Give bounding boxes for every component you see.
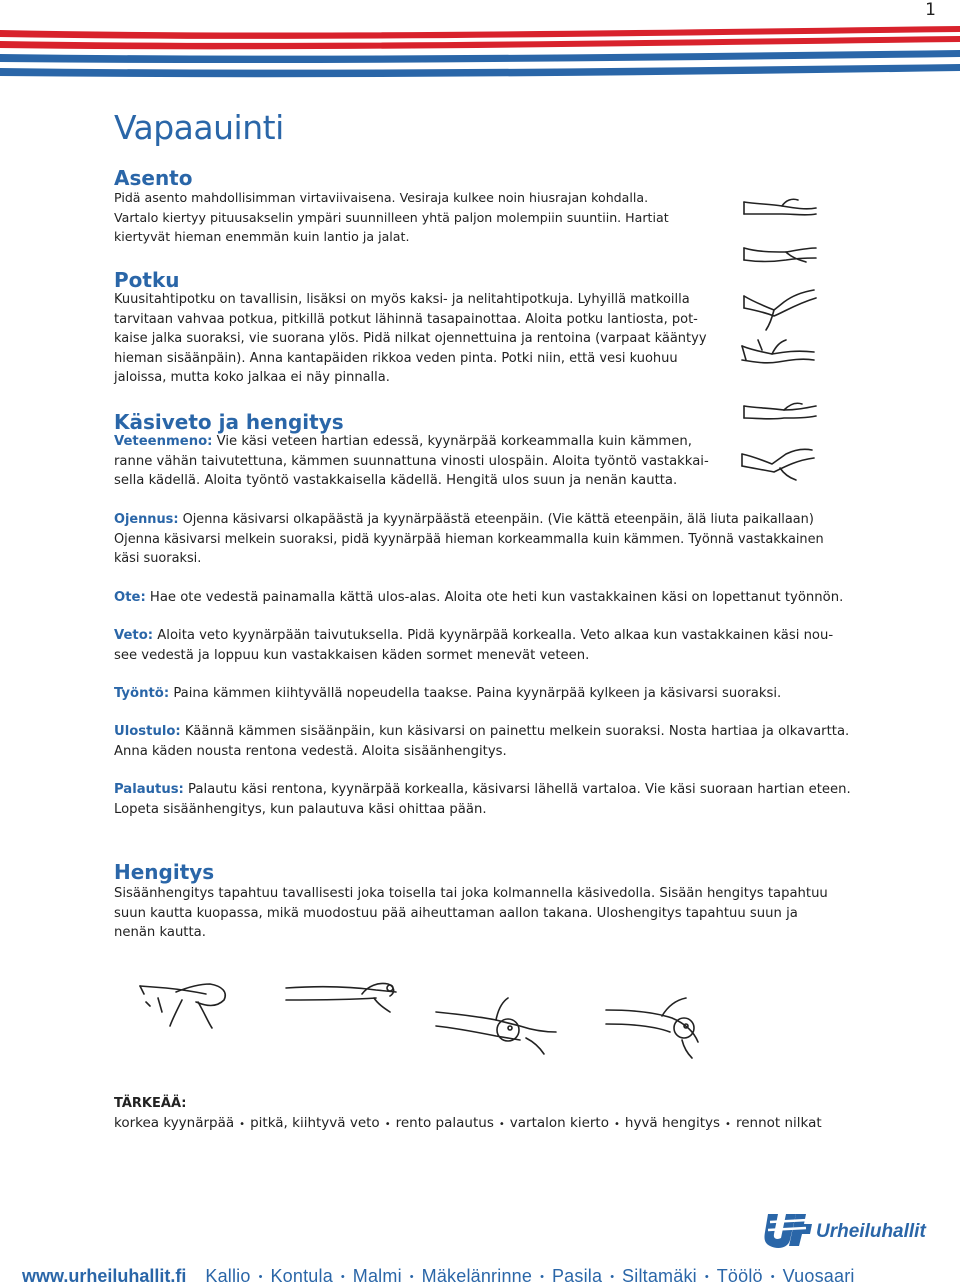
- bullet-separator: •: [610, 1271, 615, 1283]
- swimmer-figure: [742, 340, 814, 363]
- swimmer-figure: [140, 984, 225, 1028]
- text-line: Lopeta sisäänhengitys, kun palautuva käsi ohittaa pään.: [114, 801, 487, 817]
- text-line: [114, 780, 851, 800]
- page-title: Vapaauinti: [114, 108, 284, 147]
- stroke-step-palautus: [114, 780, 851, 819]
- page-number: 1: [925, 0, 936, 20]
- bullet-separator: •: [498, 1119, 505, 1130]
- important-point: pitkä, kiihtyvä veto: [250, 1115, 380, 1131]
- text-line: kiertyvät hieman enemmän kuin lantio ja jalat.: [114, 229, 410, 245]
- swimmer-figure: [744, 403, 816, 419]
- step-text: Aloita veto kyynärpään taivutuksella. Pidä kyynärpää korkealla. Veto alkaa kun vastakkainen käsi nou-: [153, 628, 834, 643]
- text-line: Vartalo kiertyy pituusakselin ympäri suunnilleen yhtä paljon molempiin suuntiin. Hartiat: [114, 209, 669, 225]
- bullet-separator: •: [384, 1119, 391, 1130]
- footer-location: Pasila: [551, 1266, 603, 1286]
- important-label: TÄRKEÄÄ:: [114, 1096, 187, 1111]
- step-label: Ulostulo:: [114, 724, 181, 739]
- footer-location: Kontula: [270, 1266, 333, 1286]
- uh-logo-mark-icon: [764, 1208, 814, 1250]
- stroke-step-ote: [114, 588, 843, 608]
- stroke-step-ojennus: [114, 510, 824, 569]
- stroke-step-veto: [114, 626, 833, 665]
- header-stripes: [0, 24, 960, 84]
- footer: [22, 1266, 855, 1287]
- stroke-step-veteenmeno: [114, 432, 709, 491]
- important-point: rennot nilkat: [735, 1115, 822, 1131]
- text-line: [114, 510, 824, 530]
- section-heading-asento: Asento: [114, 166, 193, 190]
- bullet-separator: •: [725, 1119, 731, 1130]
- text-line: sella kädellä. Aloita työntö vastakkaisella kädellä. Hengitä ulos suun ja nenän kautta.: [114, 473, 678, 489]
- important-point: rento palautus: [395, 1115, 494, 1131]
- text-line: Pidä asento mahdollisimman virtaviivaisena. Vesiraja kulkee noin hiusrajan kohdalla.: [114, 190, 649, 205]
- step-text: Palautu käsi rentona, kyynärpää korkealla, käsivarsi lähellä vartaloa. Vie käsi suoraan hartian eteen.: [183, 782, 851, 797]
- swimmer-figure: [744, 290, 816, 330]
- step-text: Hae ote vedestä painamalla kättä ulos-alas. Aloita ote heti kun vastakkainen käsi on lopettanut työnnön.: [145, 590, 844, 605]
- stroke-step-ulostulo: [114, 722, 849, 761]
- swimmer-figure: [744, 199, 816, 215]
- section-text-potku: [114, 290, 707, 388]
- urheiluhallit-logo: [764, 1208, 940, 1250]
- swimmer-figure: [744, 248, 816, 262]
- logo-name: Urheiluhallit: [816, 1221, 926, 1242]
- text-line: Ojenna käsivarsi melkein suoraksi, pidä kyynärpää hieman korkeammalla kuin kämmen. Työnnä vastakkainen: [114, 531, 824, 547]
- swimmer-figure: [436, 998, 556, 1054]
- text-line: [114, 684, 781, 704]
- important-point: korkea kyynärpää: [114, 1115, 235, 1131]
- section-text-hengitys: [114, 884, 828, 943]
- text-line: [114, 722, 849, 742]
- stroke-step-tyonto: [114, 684, 781, 704]
- step-label: Palautus:: [114, 782, 184, 797]
- footer-location: Kallio: [205, 1266, 251, 1286]
- footer-location: Vuosaari: [782, 1266, 855, 1286]
- footer-location: Siltamäki: [622, 1266, 697, 1286]
- important-point: hyvä hengitys: [624, 1115, 721, 1131]
- swimmer-figure: [606, 998, 698, 1058]
- text-line: [114, 432, 709, 452]
- bullet-separator: •: [770, 1271, 775, 1283]
- section-heading-kasiveto: Käsiveto ja hengitys: [114, 410, 344, 434]
- breathing-sequence-illustration: [136, 972, 736, 1064]
- step-label: Ojennus:: [114, 512, 179, 527]
- step-label: Veto:: [114, 628, 154, 643]
- text-line: jaloissa, mutta koko jalkaa ei näy pinnalla.: [114, 370, 390, 386]
- text-line: kaise jalka suoraksi, vie suorana ylös. Pidä nilkat ojennettuina ja rentoina (varpaat kääntyy: [114, 331, 707, 347]
- footer-url-link[interactable]: www.urheiluhallit.fi: [22, 1266, 187, 1286]
- text-line: [114, 588, 843, 608]
- step-label: Veteenmeno:: [114, 434, 213, 449]
- footer-location: Mäkelänrinne: [421, 1266, 533, 1286]
- footer-location: Malmi: [352, 1266, 402, 1286]
- text-line: see vedestä ja loppuu kun vastakkaisen käden sormet menevät veteen.: [114, 647, 590, 663]
- header-stripe-blue-2: [0, 64, 960, 77]
- kick-sequence-illustration: [736, 190, 820, 490]
- step-text: Ojenna käsivarsi olkapäästä ja kyynärpäästä eteenpäin. (Vie kättä eteenpäin, älä liuta paikallaan): [178, 512, 814, 527]
- bullet-separator: •: [704, 1271, 709, 1283]
- section-heading-hengitys: Hengitys: [114, 860, 215, 884]
- text-line: Sisäänhengitys tapahtuu tavallisesti joka toisella tai joka kolmannella käsivedolla. Sisään hengitys tapahtuu: [114, 886, 828, 901]
- step-label: Ote:: [114, 590, 146, 605]
- text-line: Kuusitahtipotku on tavallisin, lisäksi on myös kaksi- ja nelitahtipotkuja. Lyhyillä matkoilla: [114, 292, 690, 307]
- bullet-separator: •: [340, 1271, 345, 1283]
- bullet-separator: •: [258, 1271, 263, 1283]
- bullet-separator: •: [409, 1271, 414, 1283]
- step-text: Käännä kämmen sisäänpäin, kun käsivarsi on painettu melkein suoraksi. Nosta hartiaa ja olkavartta.: [180, 724, 850, 739]
- text-line: nenän kautta.: [114, 925, 206, 941]
- footer-location: Töölö: [716, 1266, 763, 1286]
- bullet-separator: •: [613, 1119, 620, 1130]
- text-line: suun kautta kuopassa, mikä muodostuu pää aiheuttaman aallon takana. Uloshengitys tapahtuu suun ja: [114, 905, 798, 921]
- header-stripe-red-1: [0, 26, 960, 39]
- important-point: vartalon kierto: [509, 1115, 609, 1131]
- text-line: tarvitaan vahvaa potkua, pitkillä potkut lähinnä tasapainottaa. Aloita potku lantiosta, pot-: [114, 311, 698, 327]
- swimmer-figure: [742, 449, 814, 480]
- text-line: Anna käden nousta rentona vedestä. Aloita sisäänhengitys.: [114, 743, 507, 759]
- bullet-separator: •: [239, 1119, 246, 1130]
- bullet-separator: •: [540, 1271, 544, 1283]
- step-label: Työntö:: [114, 686, 170, 701]
- text-line: hieman sisäänpäin). Anna kantapäiden rikkoa veden pinta. Potki niin, että vesi kuohuu: [114, 350, 678, 366]
- section-text-asento: [114, 188, 669, 247]
- header-stripe-blue-1: [0, 50, 960, 63]
- step-text: Paina kämmen kiihtyvällä nopeudella taakse. Paina kyynärpää kylkeen ja käsivarsi suoraksi.: [169, 686, 782, 701]
- text-line: käsi suoraksi.: [114, 551, 202, 567]
- swimmer-figure: [286, 983, 396, 1012]
- step-text: Vie käsi veteen hartian edessä, kyynärpää korkeammalla kuin kämmen,: [212, 434, 692, 449]
- section-heading-potku: Potku: [114, 268, 180, 292]
- text-line: [114, 626, 833, 646]
- important-points-list: [114, 1115, 822, 1131]
- text-line: ranne vähän taivutettuna, kämmen suunnattuna vinosti ulospäin. Aloita työntö vastakkai-: [114, 453, 709, 469]
